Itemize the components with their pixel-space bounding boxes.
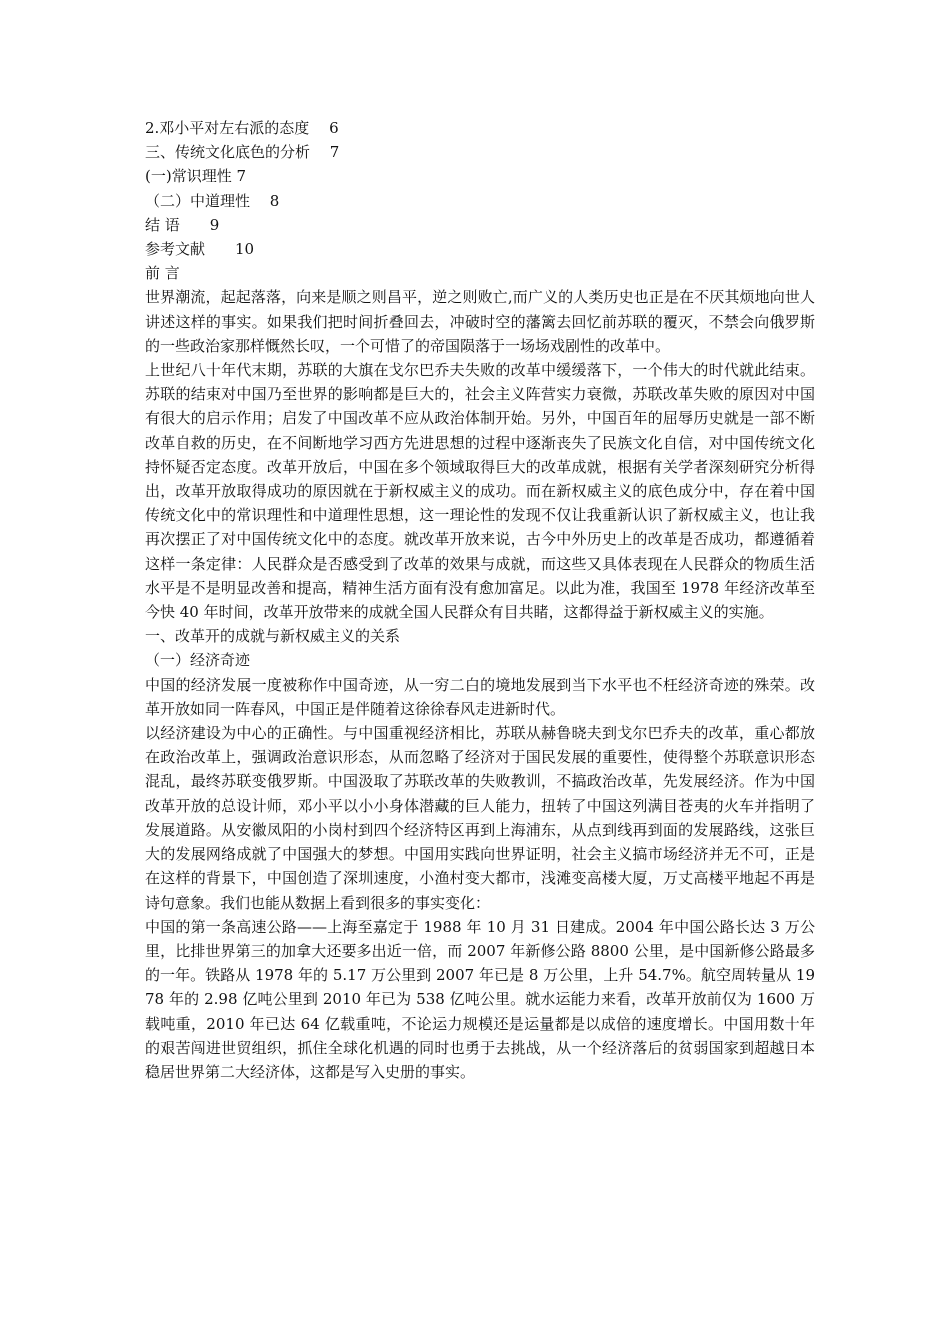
toc-entry: (一)常识理性 7 — [145, 167, 247, 186]
toc-entry: （二）中道理性 8 — [145, 191, 280, 210]
preface-title: 前 言 — [145, 264, 180, 283]
body-paragraph: 中国的经济发展一度被称作中国奇迹，从一穷二白的境地发展到当下水平也不枉经济奇迹的殊荣。改革开放如同一阵春风，中国正是伴随着这徐徐春风走进新时代。 — [145, 675, 815, 718]
toc-entry: 结 语 9 — [145, 215, 220, 234]
toc-entry: 三、传统文化底色的分析 7 — [145, 143, 340, 162]
body-paragraph: 上世纪八十年代末期，苏联的大旗在戈尔巴乔夫失败的改革中缓缓落下，一个伟大的时代就此结束。苏联的结束对中国乃至世界的影响都是巨大的，社会主义阵营实力衰微，苏联改革失败的原因对中国有很大的启示作用；启发了中国改革不应从政治体制开始。另外，中国百年的屈辱历史就是一部不断改革自救的历史，在不间断地学习西方先进思想的过程中逐渐丧失了民族文化自信，对中国传统文化持怀疑否定态度。改革开放后，中国在多个领域取得巨大的改革成就，根据有关学者深刻研究分析得出，改革开放取得成功的原因就在于新权威主义的成功。而在新权威主义的底色成分中，存在着中国传统文化中的常识理性和中道理性思想，这一理论性的发现不仅让我重新认识了新权威主义，也让我再次摆正了对中国传统文化中的态度。就改革开放来说，古今中外历史上的改革是否成功，都遵循着这样一条定律：人民群众是否感受到了改革的效果与成就，而这些又具体表现在人民群众的物质生活水平是不是明显改善和提高，精神生活方面有没有愈加富足。以此为准，我国至 1978 年经济改革至今快 40 年时间，改革开放带来的成就全国人民群众有目共睹，这都得益于新权威主义的实施。 — [145, 361, 815, 622]
document-page — [145, 116, 815, 1084]
body-paragraph: 以经济建设为中心的正确性。与中国重视经济相比，苏联从赫鲁晓夫到戈尔巴乔夫的改革，重心都放在政治改革上，强调政治意识形态，从而忽略了经济对于国民发展的重要性，使得整个苏联意识形态混乱，最终苏联变俄罗斯。中国汲取了苏联改革的失败教训，不搞政治改革，先发展经济。作为中国改革开放的总设计师，邓小平以小小身体潜藏的巨人能力，扭转了中国这列满目苍夷的火车并指明了发展道路。从安徽凤阳的小岗村到四个经济特区再到上海浦东，从点到线再到面的发展路线，这张巨大的发展网络成就了中国强大的梦想。中国用实践向世界证明，社会主义搞市场经济并无不可，正是在这样的背景下，中国创造了深圳速度，小渔村变大都市，浅滩变高楼大厦，万丈高楼平地起不再是诗句意象。我们也能从数据上看到很多的事实变化： — [145, 724, 815, 912]
toc-entry: 参考文献 10 — [145, 240, 255, 259]
section-heading: 一、改革开的成就与新权威主义的关系 — [145, 627, 401, 646]
body-paragraph: 世界潮流，起起落落，向来是顺之则昌平，逆之则败亡,而广义的人类历史也正是在不厌其烦地向世人讲述这样的事实。如果我们把时间折叠回去，冲破时空的藩篱去回忆前苏联的覆灭，不禁会向俄罗斯的一些政治家那样慨然长叹，一个可惜了的帝国陨落于一场场戏剧性的改革中。 — [145, 288, 815, 355]
toc-entry: 2.邓小平对左右派的态度 6 — [145, 119, 339, 137]
subsection-heading: （一）经济奇迹 — [145, 651, 251, 670]
body-paragraph: 中国的第一条高速公路——上海至嘉定于 1988 年 10 月 31 日建成。2004 年中国公路长达 3 万公里，比排世界第三的加拿大还要多出近一倍，而 2007 年新修公路 8800 公里，是中国新修公路最多的一年。铁路从 1978 年的 5.17 万公里到 2007 年已是 8 万公里，上升 54.7%。航空周转量从 1978 年的 2.98 亿吨公里到 2010 年已为 538 亿吨公里。就水运能力来看，改革开放前仅为 1600 万载吨重，2010 年已达 64 亿载重吨，不论运力规模还是运量都是以成倍的速度增长。中国用数十年的艰苦闯进世贸组织，抓住全球化机遇的同时也勇于去挑战，从一个经济落后的贫弱国家到超越日本稳居世界第二大经济体，这都是写入史册的事实。 — [145, 917, 815, 1081]
